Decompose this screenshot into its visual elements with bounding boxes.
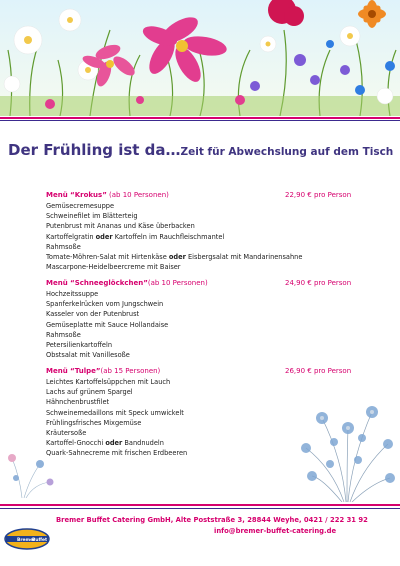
menu-item-or: oder: [95, 232, 113, 241]
page-headline: [8, 140, 393, 159]
logo-text-bottom: Buffet: [32, 538, 48, 543]
menu-item: [46, 262, 346, 272]
menu-item-text: Putenbrust mit Ananas und Käse überbacken: [46, 222, 195, 231]
menu-item-text: Leichtes Kartoffelsüppchen mit Lauch: [46, 378, 171, 386]
menu-item-or: oder: [105, 439, 123, 448]
flower-meadow-banner-icon: [0, 0, 400, 116]
top-divider-navy: [0, 120, 400, 121]
menu-header: [46, 279, 352, 289]
top-divider-pink: [0, 117, 400, 119]
logo-text-top: Bremer: [17, 538, 36, 543]
menu-header: [46, 191, 352, 201]
headline-main: Der Frühling ist da…: [8, 141, 181, 159]
menu-item: [46, 350, 346, 360]
bottom-divider-navy: [0, 508, 400, 509]
menu-item-text: Spanferkelrücken vom Jungschwein: [46, 300, 164, 309]
menu-item-text: Kartoffeln im Rauchfleischmantel: [112, 232, 225, 241]
menu-item: [46, 299, 346, 309]
menu-item-text: Rahmsoße: [46, 242, 81, 251]
small-flowers-illustration-icon: [2, 438, 62, 498]
menu-persons: (ab 10 Personen): [147, 279, 208, 287]
menu-item-text: Frühlingsfrisches Mixgemüse: [46, 418, 142, 427]
menu-price: 22,90 € pro Person: [285, 191, 352, 199]
menu-item-text: Kräutersoße: [46, 428, 87, 437]
menu-item-text: Eisbergsalat mit Mandarinensahne: [185, 252, 303, 261]
menu-persons: (ab 15 Personen): [100, 367, 161, 375]
bottom-divider-pink: [0, 504, 400, 506]
headline-sub: Zeit für Abwechslung auf dem Tisch: [180, 146, 394, 158]
menu-item: [46, 387, 346, 397]
menu-item: [46, 309, 346, 319]
menu-title: [46, 279, 208, 287]
menu-item: [46, 377, 346, 387]
menu-item-text: Hochzeitssuppe: [46, 290, 99, 298]
menu-item-text: Tomate-Möhren-Salat mit Hirtenkäse: [46, 252, 169, 261]
menu-item: [46, 232, 346, 242]
menu-item: [46, 330, 346, 340]
menu-persons: (ab 10 Personen): [106, 191, 169, 199]
menu-name: Menü “Krokus”: [46, 191, 107, 199]
menu-item-text: Schweinefilet im Blätterteig: [46, 212, 138, 221]
menu-title: [46, 367, 160, 375]
menu-item-text: Kartoffel-Gnocchi: [46, 439, 106, 448]
menu-item-text: Bandnudeln: [122, 439, 164, 448]
menu-item: [46, 340, 346, 350]
menu-name: Menü “Schneeglöckchen”: [46, 279, 148, 287]
menu-item-text: Kartoffelgratin: [46, 232, 96, 241]
menu-item-text: Schweinemedaillons mit Speck umwickelt: [46, 408, 184, 417]
menu-item-text: Lachs auf grünem Spargel: [46, 388, 133, 397]
menu-item: [46, 320, 346, 330]
footer-email[interactable]: info@bremer-buffet-catering.de: [214, 527, 337, 535]
menu-krokus: [46, 191, 352, 272]
menu-title: [46, 191, 169, 199]
menu-item-text: Kasseler von der Putenbrust: [46, 310, 140, 319]
menu-name: Menü “Tulpe”: [46, 367, 101, 375]
menu-item: [46, 289, 346, 299]
menu-item-text: Hähnchenbrustfilet: [46, 398, 110, 407]
menu-items: [46, 201, 346, 272]
menu-item-text: Gemüseplatte mit Sauce Hollandaise: [46, 320, 169, 329]
menu-items: [46, 289, 346, 360]
menu-item-text: Quark-Sahnecreme mit frischen Erdbeeren: [46, 449, 188, 458]
menu-item: [46, 211, 346, 221]
menu-item: [46, 201, 346, 211]
menu-item-text: Gemüsecremesuppe: [46, 202, 115, 210]
menu-price: 26,90 € pro Person: [285, 367, 352, 375]
menu-item: [46, 252, 346, 262]
menu-item-text: Petersilienkartoffeln: [46, 340, 113, 349]
menu-schneegloeckchen: [46, 279, 352, 360]
menu-item-text: Obstsalat mit Vanillesoße: [46, 351, 130, 360]
bremer-buffet-logo-icon: [4, 528, 50, 550]
menu-item-or: oder: [168, 252, 186, 261]
blue-flowers-illustration-icon: [292, 398, 400, 502]
menu-item: [46, 221, 346, 231]
menu-item-text: Rahmsoße: [46, 330, 81, 339]
footer-address: Bremer Buffet Catering GmbH, Alte Poststraße 3, 28844 Weyhe, 0421 / 222 31 92: [56, 516, 368, 524]
menu-item-text: Mascarpone-Heidelbeercreme mit Baiser: [46, 263, 181, 272]
menu-price: 24,90 € pro Person: [285, 279, 352, 287]
menu-header: [46, 367, 352, 377]
menu-item: [46, 242, 346, 252]
